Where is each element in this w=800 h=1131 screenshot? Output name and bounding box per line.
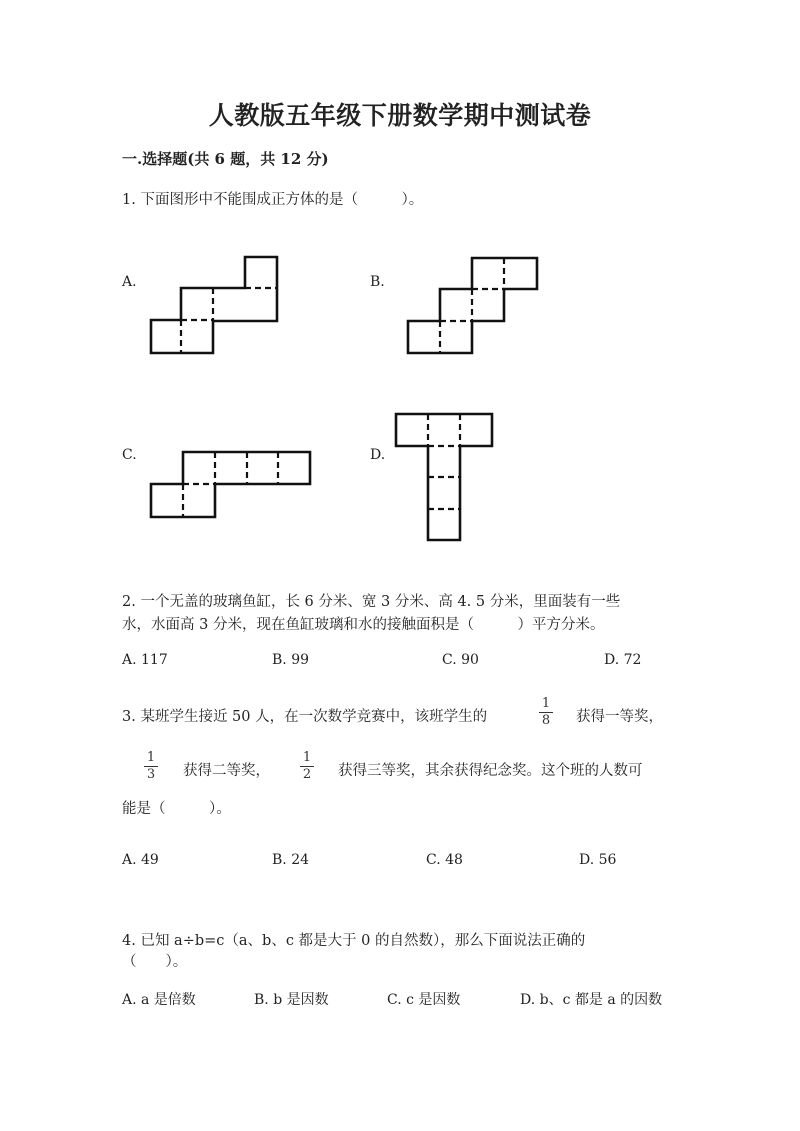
question-4-line-2: （ ）。 xyxy=(122,954,188,970)
question-1-text: 1. 下面图形中不能围成正方体的是（ ）。 xyxy=(122,192,424,208)
question-2-line-1: 2. 一个无盖的玻璃鱼缸，长 6 分米、宽 3 分米、高 4. 5 分米，里面装有一些 xyxy=(122,594,621,610)
q1-option-c-net xyxy=(150,451,315,521)
q4-option-b: B. b 是因数 xyxy=(254,992,329,1008)
q3-option-a: A. 49 xyxy=(122,852,159,868)
q2-option-a: A. 117 xyxy=(122,652,168,668)
fraction-numerator: 1 xyxy=(302,750,312,765)
fraction-numerator: 1 xyxy=(146,750,156,765)
question-3-part-1: 3. 某班学生接近 50 人，在一次数学竞赛中，该班学生的 xyxy=(122,709,488,725)
q3-option-d: D. 56 xyxy=(579,852,617,868)
q3-option-c: C. 48 xyxy=(426,852,463,868)
q3-option-b: B. 24 xyxy=(272,852,310,868)
question-3-part-2: 获得一等奖， xyxy=(576,709,663,725)
q1-option-a-label: A. xyxy=(122,274,137,290)
q2-option-d: D. 72 xyxy=(604,652,642,668)
page-title: 人教版五年级下册数学期中测试卷 xyxy=(208,101,592,130)
q4-option-d: D. b、c 都是 a 的因数 xyxy=(520,992,663,1008)
section-heading: 一.选择题(共 6 题，共 12 分) xyxy=(122,150,329,168)
q3-fraction-1-2 xyxy=(297,750,317,783)
question-4-line-1: 4. 已知 a÷b=c（a、b、c 都是大于 0 的自然数），那么下面说法正确的 xyxy=(122,933,586,949)
question-3-part-3: 获得二等奖， xyxy=(183,763,270,779)
q1-option-a-net xyxy=(150,256,280,356)
question-3-part-4: 获得三等奖，其余获得纪念奖。这个班的人数可 xyxy=(338,763,643,779)
fraction-denominator: 2 xyxy=(302,767,312,782)
q1-option-c-label: C. xyxy=(122,447,137,463)
q2-option-b: B. 99 xyxy=(272,652,310,668)
fraction-denominator: 8 xyxy=(541,713,551,728)
question-2-line-2: 水，水面高 3 分米，现在鱼缸玻璃和水的接触面积是（ ）平方分米。 xyxy=(122,617,605,633)
q1-option-d-net xyxy=(395,413,495,543)
fraction-denominator: 3 xyxy=(146,767,156,782)
q4-option-c: C. c 是因数 xyxy=(387,992,461,1008)
q4-option-a: A. a 是倍数 xyxy=(122,992,196,1008)
q3-fraction-1-8 xyxy=(536,696,556,729)
q1-option-d-label: D. xyxy=(370,447,386,463)
q1-option-b-net xyxy=(407,257,542,357)
q1-option-b-label: B. xyxy=(370,274,385,290)
fraction-numerator: 1 xyxy=(541,696,551,711)
q3-fraction-1-3 xyxy=(141,750,161,783)
question-3-part-5: 能是（ ）。 xyxy=(122,801,231,817)
q2-option-c: C. 90 xyxy=(442,652,479,668)
